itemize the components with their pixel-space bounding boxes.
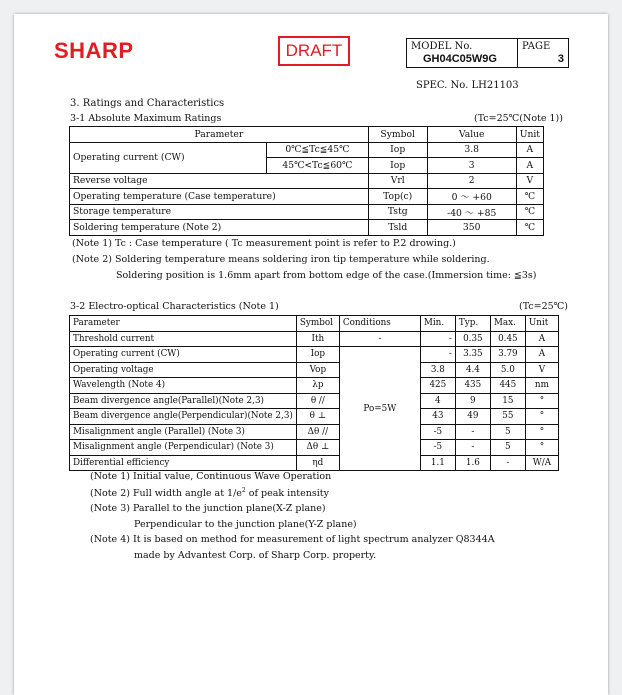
max-cell: 15 <box>490 393 525 409</box>
symbol-cell: Iop <box>296 347 339 363</box>
param-cell: Operating temperature (Case temperature) <box>70 189 369 205</box>
unit-cell: A <box>525 331 558 347</box>
table-row <box>70 347 559 363</box>
param-cell: Storage temperature <box>70 204 369 220</box>
typ-cell: 3.35 <box>455 347 490 363</box>
table-row <box>70 393 559 409</box>
param-cell: Beam divergence angle(Parallel)(Note 2,3) <box>70 393 297 409</box>
eo-table <box>69 315 559 471</box>
page-value: 3 <box>557 53 564 65</box>
unit-cell: W/A <box>525 455 558 471</box>
draft-stamp: DRAFT <box>278 36 350 66</box>
min-cell: - <box>420 331 455 347</box>
param-cell: Differential efficiency <box>70 455 297 471</box>
table-row <box>70 142 544 158</box>
unit-cell: ℃ <box>516 189 543 205</box>
typ-cell: 4.4 <box>455 362 490 378</box>
typ-cell: 435 <box>455 378 490 394</box>
param-cell: Soldering temperature (Note 2) <box>70 220 369 236</box>
symbol-cell: θ // <box>296 393 339 409</box>
max-cell: 5 <box>490 424 525 440</box>
eo-note-1: (Note 1) Initial value, Continuous Wave Operation <box>90 471 332 482</box>
page-cell <box>518 39 569 68</box>
param-cell: Operating current (CW) <box>70 142 267 173</box>
header-cell: Min. <box>420 316 455 332</box>
table-row <box>70 409 559 425</box>
value-cell: 0 ～ +60 <box>427 189 516 205</box>
max-cell: 55 <box>490 409 525 425</box>
value-cell: 2 <box>427 173 516 189</box>
max-cell: 5 <box>490 440 525 456</box>
symbol-cell: Δθ // <box>296 424 339 440</box>
header-cell: Conditions <box>339 316 420 332</box>
table-row <box>70 362 559 378</box>
value-cell: -40 ～ +85 <box>427 204 516 220</box>
unit-cell: ° <box>525 440 558 456</box>
table-header-row <box>70 316 559 332</box>
table-row <box>70 424 559 440</box>
note-2b: Soldering position is 1.6mm apart from bottom edge of the case.(Immersion time: ≦3s) <box>116 270 537 281</box>
eo-note-4b: made by Advantest Corp. of Sharp Corp. property. <box>134 550 377 561</box>
param-cell: Operating voltage <box>70 362 297 378</box>
header-cell: Parameter <box>70 127 369 143</box>
table-header-row <box>70 127 544 143</box>
unit-cell: ° <box>525 424 558 440</box>
merged-condition-cell: Po=5W <box>339 347 420 471</box>
table-row <box>70 173 544 189</box>
eo-note-3b: Perpendicular to the junction plane(Y-Z plane) <box>134 519 357 530</box>
unit-cell: ° <box>525 393 558 409</box>
model-value: GH04C05W9G <box>423 53 497 65</box>
value-cell: 350 <box>427 220 516 236</box>
abs-max-subtitle: 3-1 Absolute Maximum Ratings <box>70 113 222 124</box>
typ-cell: - <box>455 424 490 440</box>
cond-cell: - <box>339 331 420 347</box>
symbol-cell: Δθ ⊥ <box>296 440 339 456</box>
cond-cell: 45℃<Tc≦60℃ <box>267 158 369 174</box>
typ-cell: 9 <box>455 393 490 409</box>
symbol-cell: θ ⊥ <box>296 409 339 425</box>
max-cell: 445 <box>490 378 525 394</box>
model-page-box <box>406 38 569 68</box>
min-cell: -5 <box>420 424 455 440</box>
min-cell: 3.8 <box>420 362 455 378</box>
param-cell: Misalignment angle (Perpendicular) (Note 3) <box>70 440 297 456</box>
header-cell: Max. <box>490 316 525 332</box>
min-cell: - <box>420 347 455 363</box>
min-cell: 1.1 <box>420 455 455 471</box>
unit-cell: nm <box>525 378 558 394</box>
eo-note-2-sup: 2 <box>241 487 246 494</box>
page-label: PAGE <box>522 41 551 52</box>
table-row <box>70 189 544 205</box>
symbol-cell: Top(c) <box>368 189 427 205</box>
eo-condition: (Tc=25℃) <box>519 301 569 312</box>
symbol-cell: Iop <box>368 142 427 158</box>
max-cell: - <box>490 455 525 471</box>
eo-note-2-text: (Note 2) Full width angle at 1/e <box>90 488 242 500</box>
value-cell: 3 <box>427 158 516 174</box>
unit-cell: ° <box>525 409 558 425</box>
symbol-cell: λp <box>296 378 339 394</box>
table-row <box>70 204 544 220</box>
header-cell: Parameter <box>70 316 297 332</box>
unit-cell: A <box>525 347 558 363</box>
typ-cell: 0.35 <box>455 331 490 347</box>
param-cell: Misalignment angle (Parallel) (Note 3) <box>70 424 297 440</box>
model-label: MODEL No. <box>411 41 473 52</box>
eo-note-2-rest: of peak intensity <box>245 488 329 500</box>
document-page <box>14 14 608 695</box>
symbol-cell: Tstg <box>368 204 427 220</box>
sharp-logo: SHARP <box>54 38 134 63</box>
min-cell: -5 <box>420 440 455 456</box>
eo-note-3a: (Note 3) Parallel to the junction plane(X-Z plane) <box>90 503 326 514</box>
table-row <box>70 455 559 471</box>
unit-cell: A <box>516 142 543 158</box>
param-cell: Threshold current <box>70 331 297 347</box>
max-cell: 0.45 <box>490 331 525 347</box>
typ-cell: - <box>455 440 490 456</box>
abs-max-table <box>69 126 544 236</box>
unit-cell: A <box>516 158 543 174</box>
note-2a: (Note 2) Soldering temperature means soldering iron tip temperature while soldering. <box>72 254 490 265</box>
typ-cell: 49 <box>455 409 490 425</box>
param-cell: Beam divergence angle(Perpendicular)(Note 2,3) <box>70 409 297 425</box>
symbol-cell: Vop <box>296 362 339 378</box>
eo-subtitle: 3-2 Electro-optical Characteristics (Note 1) <box>70 301 279 312</box>
table-row <box>70 440 559 456</box>
max-cell: 3.79 <box>490 347 525 363</box>
header-cell: Value <box>427 127 516 143</box>
table-row <box>70 331 559 347</box>
unit-cell: ℃ <box>516 220 543 236</box>
symbol-cell: Iop <box>368 158 427 174</box>
param-cell: Wavelength (Note 4) <box>70 378 297 394</box>
note-1: (Note 1) Tc : Case temperature ( Tc measurement point is refer to P.2 drowing.) <box>72 238 456 249</box>
header-cell: Symbol <box>368 127 427 143</box>
table-row <box>70 220 544 236</box>
model-cell <box>407 39 518 68</box>
unit-cell: ℃ <box>516 204 543 220</box>
symbol-cell: Vrl <box>368 173 427 189</box>
symbol-cell: ηd <box>296 455 339 471</box>
symbol-cell: Tsld <box>368 220 427 236</box>
eo-note-2 <box>90 487 329 499</box>
min-cell: 43 <box>420 409 455 425</box>
eo-note-4a: (Note 4) It is based on method for measurement of light spectrum analyzer Q8344A <box>90 534 495 545</box>
header-cell: Typ. <box>455 316 490 332</box>
typ-cell: 1.6 <box>455 455 490 471</box>
param-cell: Reverse voltage <box>70 173 369 189</box>
header-cell: Unit <box>525 316 558 332</box>
value-cell: 3.8 <box>427 142 516 158</box>
section-title: 3. Ratings and Characteristics <box>70 98 225 109</box>
unit-cell: V <box>525 362 558 378</box>
table-row <box>70 378 559 394</box>
min-cell: 425 <box>420 378 455 394</box>
cond-cell: 0℃≦Tc≦45℃ <box>267 142 369 158</box>
header-cell: Unit <box>516 127 543 143</box>
spec-number: SPEC. No. LH21103 <box>416 80 519 91</box>
max-cell: 5.0 <box>490 362 525 378</box>
abs-max-condition: (Tc=25℃(Note 1)) <box>474 113 563 124</box>
min-cell: 4 <box>420 393 455 409</box>
symbol-cell: Ith <box>296 331 339 347</box>
header-cell: Symbol <box>296 316 339 332</box>
unit-cell: V <box>516 173 543 189</box>
param-cell: Operating current (CW) <box>70 347 297 363</box>
